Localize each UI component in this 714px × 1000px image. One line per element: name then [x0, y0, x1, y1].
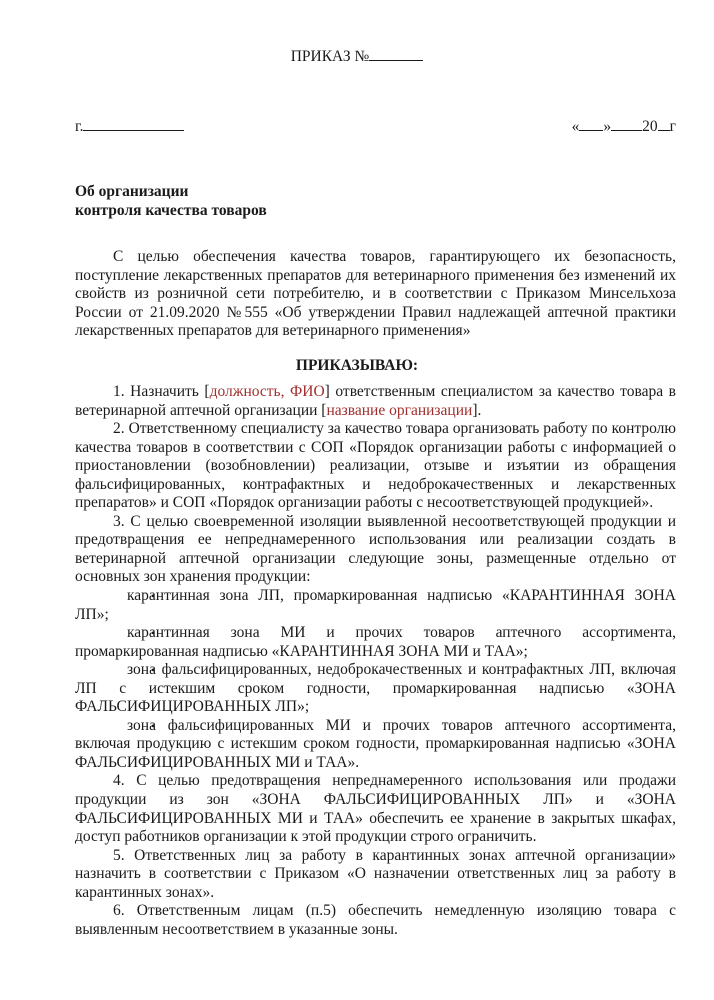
position-name-placeholder: должность, ФИО: [209, 383, 325, 400]
city-prefix: г.: [75, 118, 84, 135]
subject: [75, 182, 267, 220]
organization-name-placeholder: название организации: [326, 401, 473, 419]
item-1-text-b: ] ответственным специалистом за качество товара в ветеринарной аптечной организации [: [75, 383, 676, 419]
subject-line-2: контроля качества товаров: [75, 202, 267, 219]
bullet-item: • карантинная зона ЛП, промаркированная надписью «КАРАНТИННАЯ ЗОНА ЛП»;: [75, 587, 676, 624]
city-line: [75, 116, 184, 136]
order-heading: ПРИКАЗЫВАЮ:: [295, 357, 419, 374]
item-4: 4. С целью предотвращения непреднамеренного использования или продажи продукции из зон «ЗОНА ФАЛЬСИФИЦИРОВАННЫХ ЛП» и «ЗОНА ФАЛЬСИФИЦИРОВАННЫХ МИ и ТАА» обеспечить ее хранение в закрытых шкафах, доступ работников организации к этой продукции строго ограничить.: [75, 772, 676, 846]
bullet-item: • зона фальсифицированных, недоброкачественных и контрафактных ЛП, включая ЛП с истекшим сроком годности, промаркированная надписью «ЗОНА ФАЛЬСИФИЦИРОВАННЫХ ЛП»;: [75, 661, 676, 717]
intro-paragraph: [75, 248, 676, 341]
date-open-quote: «: [571, 118, 580, 135]
item-5: 5. Ответственных лиц за работу в карантинных зонах аптечной организации» назначить в соответствии с Приказом «О назначении ответственных лиц за работу в карантинных зонах».: [75, 846, 676, 901]
item-1-text-a: 1. Назначить [: [113, 383, 210, 400]
date-line: [572, 116, 676, 136]
item-2: 2. Ответственному специалисту за качество товара организовать работу по контролю качества товаров в соответствии с СОП «Порядок организации работы с информацией о приостановлении (возобновлении) реализации, отзыве и изъятии из обращения фальсифицированных, контрафактных и недоброкачественных и лекарственных препаратов» и СОП «Порядок организации работы с несоответствующей продукцией».: [75, 420, 676, 512]
date-close-quote: »: [603, 118, 612, 135]
subject-line-1: Об организации: [75, 183, 189, 200]
month-blank: [611, 116, 642, 131]
item-1: [75, 383, 676, 420]
item-6: 6. Ответственным лицам (п.5) обеспечить немедленную изоляцию товара с выявленным несоответствием в указанные зоны.: [75, 902, 676, 938]
year-prefix: 20: [642, 118, 658, 135]
year-blank: [658, 116, 670, 131]
order-title-text: ПРИКАЗ №: [290, 48, 370, 65]
intro-text: С целью обеспечения качества товаров, гарантирующего их безопасность, поступление лекарственных препаратов для ветеринарного применения без изменений их свойств из розничной сети потребителю, и в соответствии с Приказом Минсельхоза России от 21.09.2020 №555 «Об утверждении Правил надлежащей аптечной практики лекарственных препаратов для ветеринарного применения»: [75, 248, 676, 340]
order-title: [0, 46, 714, 66]
year-suffix: г: [669, 118, 676, 135]
bullet-item: • карантинная зона МИ и прочих товаров аптечного ассортимента, промаркированная надписью «КАРАНТИННАЯ ЗОНА МИ и ТАА»;: [75, 624, 676, 661]
order-items: [75, 383, 676, 939]
day-blank: [579, 116, 603, 131]
item-3: 3. С целью своевременной изоляции выявленной несоответствующей продукции и предотвращения ее непреднамеренного использования или реализации создать в ветеринарной аптечной организации следующие зоны, размещенные отдельно от основных зон хранения продукции:: [75, 512, 676, 586]
item-1-text-c: ].: [472, 401, 482, 419]
bullet-item: • зона фальсифицированных МИ и прочих товаров аптечного ассортимента, включая продукцию с истекшим сроком годности, промаркированная надписью «ЗОНА ФАЛЬСИФИЦИРОВАННЫХ МИ и ТАА».: [75, 717, 676, 773]
order-number-blank: [369, 46, 423, 61]
city-blank: [83, 116, 184, 131]
